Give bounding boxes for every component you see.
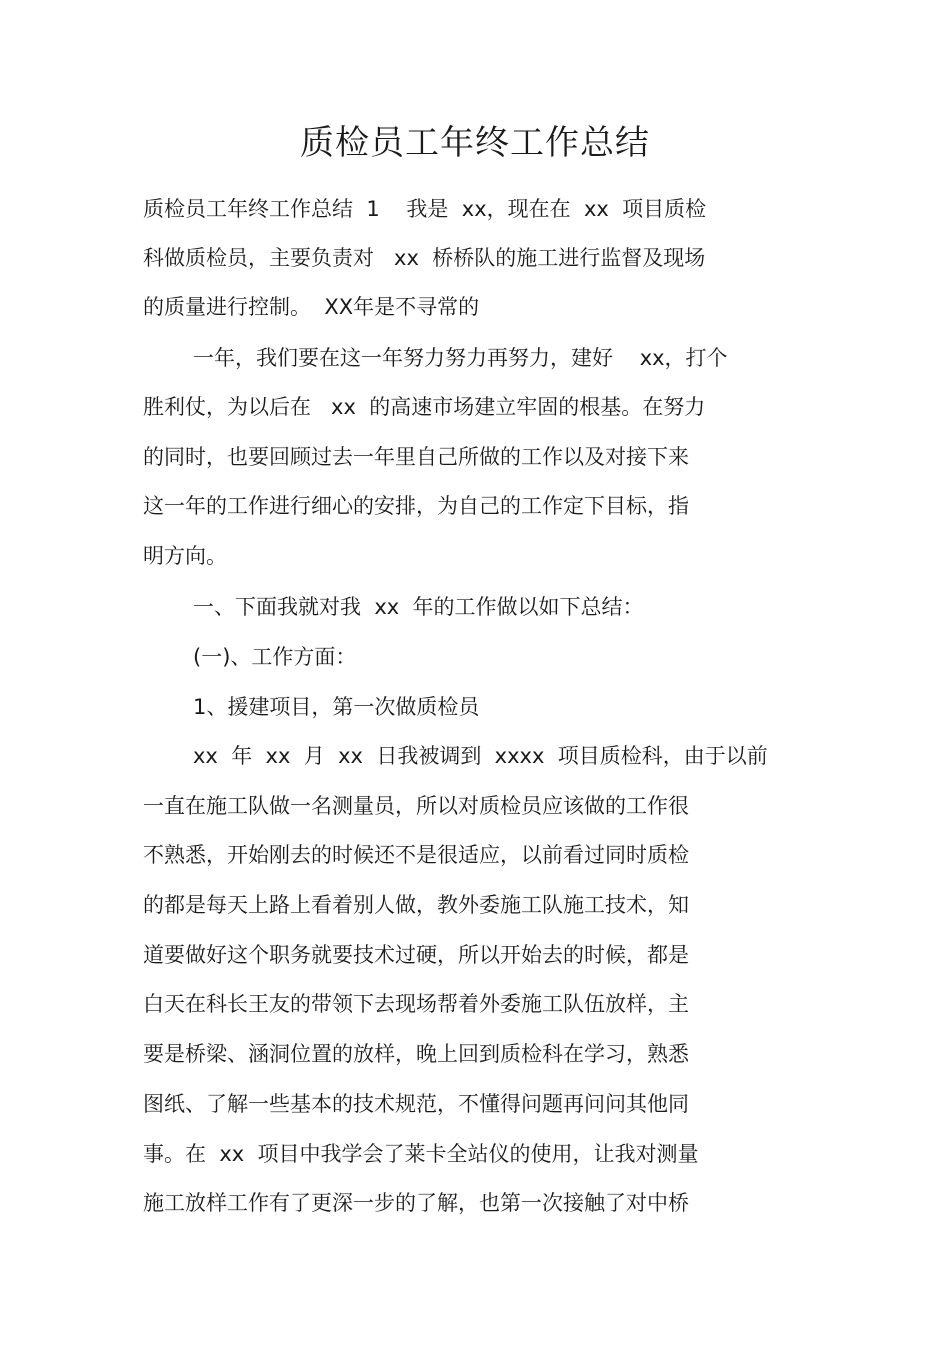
section-heading: 一、下面我就对我 xx 年的工作做以如下总结： — [193, 595, 644, 619]
paragraph-line: 要是桥梁、涵洞位置的放样，晚上回到质检科在学习，熟悉 — [143, 1042, 689, 1066]
paragraph-line: 白天在科长王友的带领下去现场帮着外委施工队伍放样，主 — [143, 992, 689, 1016]
paragraph-line: 道要做好这个职务就要技术过硬，所以开始去的时候，都是 — [143, 943, 689, 967]
paragraph-line: 不熟悉，开始刚去的时候还不是很适应，以前看过同时质检 — [143, 843, 689, 867]
item-heading: 1、援建项目，第一次做质检员 — [193, 695, 480, 719]
paragraph-line: 事。在 xx 项目中我学会了莱卡全站仪的使用，让我对测量 — [143, 1142, 699, 1166]
paragraph-line: 的质量进行控制。 XX年是不寻常的 — [143, 295, 480, 319]
paragraph-line: xx 年 xx 月 xx 日我被调到 xxxx 项目质检科，由于以前 — [193, 744, 768, 768]
paragraph-line: 图纸、了解一些基本的技术规范，不懂得问题再问问其他同 — [143, 1092, 689, 1116]
paragraph-line: 胜利仗，为以后在 xx 的高速市场建立牢固的根基。在努力 — [143, 395, 706, 419]
paragraph-line: 明方向。 — [143, 544, 227, 568]
paragraph-line: 的同时，也要回顾过去一年里自己所做的工作以及对接下来 — [143, 445, 689, 469]
paragraph-line: 这一年的工作进行细心的安排，为自己的工作定下目标，指 — [143, 494, 689, 518]
paragraph-line: 一年，我们要在这一年努力努力再努力，建好 xx，打个 — [193, 346, 728, 370]
subsection-heading: (一)、工作方面： — [193, 645, 357, 669]
paragraph-line: 一直在施工队做一名测量员，所以对质检员应该做的工作很 — [143, 794, 689, 818]
paragraph-line: 质检员工年终工作总结 1 我是 xx，现在在 xx 项目质检 — [143, 197, 707, 221]
paragraph-line: 施工放样工作有了更深一步的了解，也第一次接触了对中桥 — [143, 1191, 689, 1215]
paragraph-line: 的都是每天上路上看着别人做，教外委施工队施工技术，知 — [143, 893, 689, 917]
paragraph-line: 科做质检员，主要负责对 xx 桥桥队的施工进行监督及现场 — [143, 246, 706, 270]
document-title: 质检员工年终工作总结 — [300, 123, 650, 163]
